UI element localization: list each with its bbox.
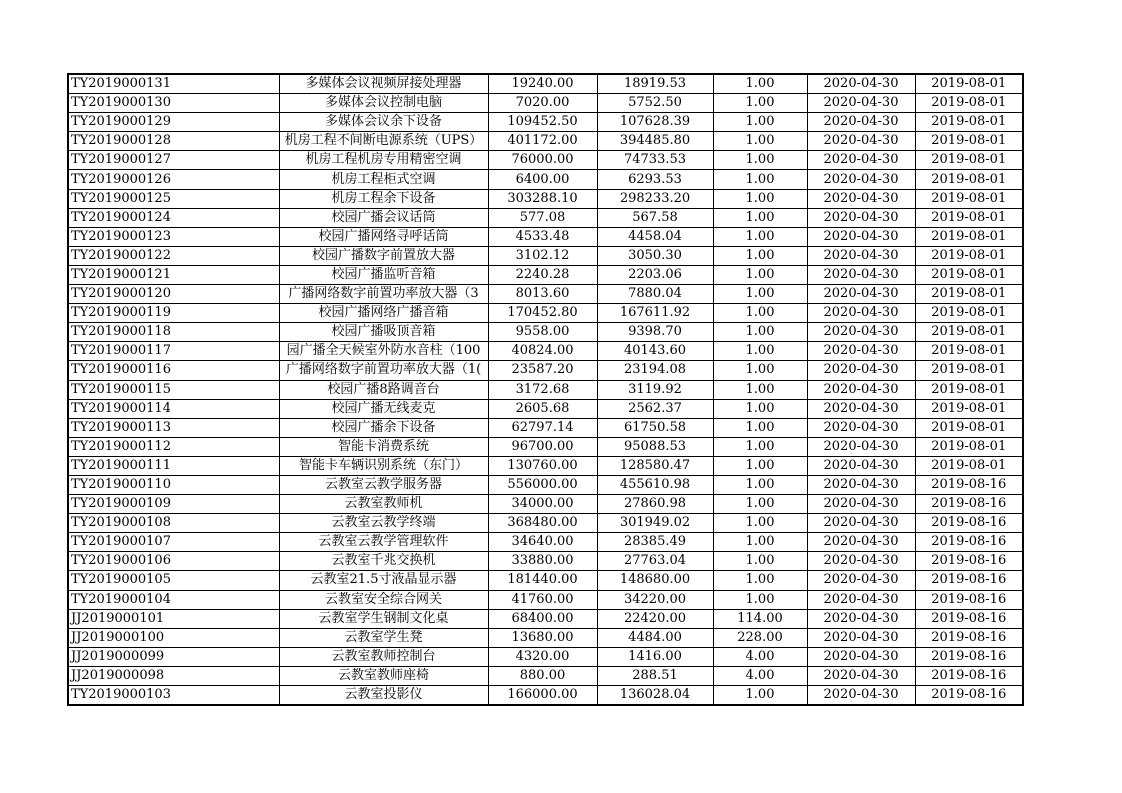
net-value-cell: 34220.00 [597,590,713,609]
asset-name-cell: 云教室学生凳 [279,628,488,647]
table-row [68,170,1023,189]
asset-name-cell: 云教室教师控制台 [279,647,488,666]
asset-name-cell: 云教室教师座椅 [279,666,488,685]
net-value-cell: 455610.98 [597,475,713,494]
end-date-cell: 2020-04-30 [807,686,915,706]
original-value-cell: 368480.00 [488,514,597,533]
end-date-cell: 2020-04-30 [807,514,915,533]
asset-name-cell: 广播网络数字前置功率放大器（3 [279,285,488,304]
net-value-cell: 4484.00 [597,628,713,647]
start-date-cell: 2019-08-16 [915,628,1023,647]
quantity-cell: 1.00 [713,189,807,208]
original-value-cell: 577.08 [488,208,597,227]
start-date-cell: 2019-08-01 [915,246,1023,265]
start-date-cell: 2019-08-01 [915,151,1023,170]
start-date-cell: 2019-08-01 [915,361,1023,380]
asset-code-cell: TY2019000112 [68,437,279,456]
asset-name-cell: 多媒体会议视频屏接处理器 [279,74,488,94]
net-value-cell: 288.51 [597,666,713,685]
start-date-cell: 2019-08-16 [915,552,1023,571]
quantity-cell: 1.00 [713,132,807,151]
end-date-cell: 2020-04-30 [807,265,915,284]
quantity-cell: 4.00 [713,666,807,685]
net-value-cell: 3119.92 [597,380,713,399]
end-date-cell: 2020-04-30 [807,94,915,113]
start-date-cell: 2019-08-16 [915,590,1023,609]
start-date-cell: 2019-08-01 [915,170,1023,189]
original-value-cell: 109452.50 [488,113,597,132]
quantity-cell: 1.00 [713,533,807,552]
start-date-cell: 2019-08-16 [915,609,1023,628]
table-row [68,323,1023,342]
original-value-cell: 2605.68 [488,399,597,418]
table-row [68,495,1023,514]
asset-code-cell: TY2019000103 [68,686,279,706]
asset-name-cell: 云教室教师机 [279,495,488,514]
asset-code-cell: TY2019000123 [68,227,279,246]
net-value-cell: 4458.04 [597,227,713,246]
original-value-cell: 181440.00 [488,571,597,590]
asset-name-cell: 云教室千兆交换机 [279,552,488,571]
asset-name-cell: 校园广播吸顶音箱 [279,323,488,342]
asset-name-cell: 云教室投影仪 [279,686,488,706]
original-value-cell: 6400.00 [488,170,597,189]
quantity-cell: 1.00 [713,227,807,246]
quantity-cell: 1.00 [713,399,807,418]
original-value-cell: 34000.00 [488,495,597,514]
original-value-cell: 170452.80 [488,304,597,323]
asset-code-cell: JJ2019000100 [68,628,279,647]
end-date-cell: 2020-04-30 [807,304,915,323]
start-date-cell: 2019-08-16 [915,686,1023,706]
net-value-cell: 2562.37 [597,399,713,418]
original-value-cell: 41760.00 [488,590,597,609]
asset-name-cell: 云教室21.5寸液晶显示器 [279,571,488,590]
asset-name-cell: 多媒体会议余下设备 [279,113,488,132]
quantity-cell: 1.00 [713,323,807,342]
quantity-cell: 1.00 [713,456,807,475]
start-date-cell: 2019-08-01 [915,418,1023,437]
asset-table-body [68,74,1023,705]
net-value-cell: 167611.92 [597,304,713,323]
quantity-cell: 1.00 [713,571,807,590]
net-value-cell: 28385.49 [597,533,713,552]
table-row [68,304,1023,323]
original-value-cell: 166000.00 [488,686,597,706]
asset-code-cell: TY2019000126 [68,170,279,189]
quantity-cell: 1.00 [713,342,807,361]
asset-code-cell: TY2019000128 [68,132,279,151]
net-value-cell: 95088.53 [597,437,713,456]
asset-code-cell: TY2019000131 [68,74,279,94]
quantity-cell: 1.00 [713,590,807,609]
table-row [68,647,1023,666]
asset-code-cell: TY2019000122 [68,246,279,265]
original-value-cell: 23587.20 [488,361,597,380]
start-date-cell: 2019-08-01 [915,323,1023,342]
quantity-cell: 1.00 [713,265,807,284]
asset-code-cell: TY2019000125 [68,189,279,208]
end-date-cell: 2020-04-30 [807,151,915,170]
asset-name-cell: 校园广播8路调音台 [279,380,488,399]
start-date-cell: 2019-08-01 [915,227,1023,246]
quantity-cell: 1.00 [713,113,807,132]
asset-code-cell: TY2019000105 [68,571,279,590]
original-value-cell: 401172.00 [488,132,597,151]
table-row [68,514,1023,533]
asset-name-cell: 校园广播数字前置放大器 [279,246,488,265]
quantity-cell: 228.00 [713,628,807,647]
table-row [68,399,1023,418]
end-date-cell: 2020-04-30 [807,437,915,456]
table-row [68,113,1023,132]
asset-code-cell: TY2019000116 [68,361,279,380]
asset-name-cell: 智能卡消费系统 [279,437,488,456]
table-row [68,380,1023,399]
end-date-cell: 2020-04-30 [807,361,915,380]
table-row [68,208,1023,227]
original-value-cell: 556000.00 [488,475,597,494]
end-date-cell: 2020-04-30 [807,285,915,304]
table-row [68,151,1023,170]
end-date-cell: 2020-04-30 [807,189,915,208]
original-value-cell: 130760.00 [488,456,597,475]
table-row [68,265,1023,284]
end-date-cell: 2020-04-30 [807,208,915,227]
original-value-cell: 62797.14 [488,418,597,437]
original-value-cell: 9558.00 [488,323,597,342]
asset-name-cell: 云教室云教学管理软件 [279,533,488,552]
quantity-cell: 1.00 [713,208,807,227]
quantity-cell: 1.00 [713,686,807,706]
table-row [68,132,1023,151]
asset-code-cell: TY2019000129 [68,113,279,132]
end-date-cell: 2020-04-30 [807,456,915,475]
asset-name-cell: 机房工程机房专用精密空调 [279,151,488,170]
asset-table [67,73,1024,706]
quantity-cell: 1.00 [713,495,807,514]
table-row [68,361,1023,380]
net-value-cell: 74733.53 [597,151,713,170]
asset-code-cell: TY2019000106 [68,552,279,571]
quantity-cell: 1.00 [713,285,807,304]
start-date-cell: 2019-08-01 [915,285,1023,304]
net-value-cell: 148680.00 [597,571,713,590]
asset-code-cell: JJ2019000101 [68,609,279,628]
asset-code-cell: TY2019000107 [68,533,279,552]
asset-name-cell: 校园广播网络广播音箱 [279,304,488,323]
end-date-cell: 2020-04-30 [807,342,915,361]
quantity-cell: 1.00 [713,418,807,437]
net-value-cell: 394485.80 [597,132,713,151]
end-date-cell: 2020-04-30 [807,628,915,647]
net-value-cell: 22420.00 [597,609,713,628]
original-value-cell: 2240.28 [488,265,597,284]
original-value-cell: 7020.00 [488,94,597,113]
quantity-cell: 1.00 [713,437,807,456]
net-value-cell: 6293.53 [597,170,713,189]
net-value-cell: 3050.30 [597,246,713,265]
net-value-cell: 40143.60 [597,342,713,361]
original-value-cell: 34640.00 [488,533,597,552]
quantity-cell: 1.00 [713,151,807,170]
net-value-cell: 567.58 [597,208,713,227]
end-date-cell: 2020-04-30 [807,533,915,552]
start-date-cell: 2019-08-01 [915,265,1023,284]
asset-code-cell: TY2019000117 [68,342,279,361]
net-value-cell: 1416.00 [597,647,713,666]
start-date-cell: 2019-08-01 [915,304,1023,323]
table-row [68,590,1023,609]
asset-name-cell: 校园广播监听音箱 [279,265,488,284]
end-date-cell: 2020-04-30 [807,571,915,590]
original-value-cell: 96700.00 [488,437,597,456]
net-value-cell: 107628.39 [597,113,713,132]
asset-name-cell: 云教室学生钢制文化桌 [279,609,488,628]
asset-code-cell: TY2019000108 [68,514,279,533]
start-date-cell: 2019-08-01 [915,380,1023,399]
asset-name-cell: 云教室云教学服务器 [279,475,488,494]
original-value-cell: 76000.00 [488,151,597,170]
asset-name-cell: 园广播全天候室外防水音柱（100 [279,342,488,361]
start-date-cell: 2019-08-16 [915,533,1023,552]
original-value-cell: 13680.00 [488,628,597,647]
end-date-cell: 2020-04-30 [807,246,915,265]
net-value-cell: 128580.47 [597,456,713,475]
asset-code-cell: TY2019000110 [68,475,279,494]
end-date-cell: 2020-04-30 [807,647,915,666]
quantity-cell: 1.00 [713,361,807,380]
start-date-cell: 2019-08-01 [915,399,1023,418]
start-date-cell: 2019-08-16 [915,647,1023,666]
start-date-cell: 2019-08-01 [915,132,1023,151]
end-date-cell: 2020-04-30 [807,132,915,151]
end-date-cell: 2020-04-30 [807,323,915,342]
asset-code-cell: JJ2019000098 [68,666,279,685]
start-date-cell: 2019-08-01 [915,456,1023,475]
start-date-cell: 2019-08-16 [915,514,1023,533]
asset-code-cell: TY2019000127 [68,151,279,170]
original-value-cell: 4533.48 [488,227,597,246]
asset-name-cell: 广播网络数字前置功率放大器（1( [279,361,488,380]
end-date-cell: 2020-04-30 [807,399,915,418]
asset-name-cell: 机房工程不间断电源系统（UPS） [279,132,488,151]
end-date-cell: 2020-04-30 [807,666,915,685]
table-row [68,456,1023,475]
end-date-cell: 2020-04-30 [807,495,915,514]
quantity-cell: 1.00 [713,170,807,189]
asset-name-cell: 云教室云教学终端 [279,514,488,533]
start-date-cell: 2019-08-16 [915,475,1023,494]
net-value-cell: 7880.04 [597,285,713,304]
asset-name-cell: 校园广播余下设备 [279,418,488,437]
table-row [68,342,1023,361]
table-row [68,571,1023,590]
quantity-cell: 1.00 [713,304,807,323]
asset-name-cell: 云教室安全综合网关 [279,590,488,609]
start-date-cell: 2019-08-01 [915,342,1023,361]
end-date-cell: 2020-04-30 [807,227,915,246]
table-row [68,609,1023,628]
asset-name-cell: 校园广播会议话筒 [279,208,488,227]
start-date-cell: 2019-08-16 [915,571,1023,590]
original-value-cell: 4320.00 [488,647,597,666]
asset-code-cell: TY2019000109 [68,495,279,514]
quantity-cell: 1.00 [713,74,807,94]
original-value-cell: 40824.00 [488,342,597,361]
original-value-cell: 880.00 [488,666,597,685]
asset-code-cell: TY2019000130 [68,94,279,113]
original-value-cell: 33880.00 [488,552,597,571]
end-date-cell: 2020-04-30 [807,170,915,189]
table-row [68,74,1023,94]
end-date-cell: 2020-04-30 [807,113,915,132]
end-date-cell: 2020-04-30 [807,590,915,609]
asset-code-cell: TY2019000120 [68,285,279,304]
asset-code-cell: TY2019000114 [68,399,279,418]
quantity-cell: 1.00 [713,380,807,399]
quantity-cell: 4.00 [713,647,807,666]
end-date-cell: 2020-04-30 [807,380,915,399]
quantity-cell: 1.00 [713,552,807,571]
end-date-cell: 2020-04-30 [807,609,915,628]
original-value-cell: 68400.00 [488,609,597,628]
original-value-cell: 3102.12 [488,246,597,265]
start-date-cell: 2019-08-01 [915,74,1023,94]
net-value-cell: 18919.53 [597,74,713,94]
asset-name-cell: 校园广播无线麦克 [279,399,488,418]
start-date-cell: 2019-08-01 [915,189,1023,208]
table-row [68,686,1023,706]
asset-code-cell: TY2019000111 [68,456,279,475]
net-value-cell: 2203.06 [597,265,713,284]
start-date-cell: 2019-08-16 [915,666,1023,685]
quantity-cell: 1.00 [713,94,807,113]
start-date-cell: 2019-08-01 [915,208,1023,227]
table-row [68,246,1023,265]
asset-code-cell: TY2019000124 [68,208,279,227]
table-row [68,666,1023,685]
asset-code-cell: TY2019000118 [68,323,279,342]
net-value-cell: 298233.20 [597,189,713,208]
end-date-cell: 2020-04-30 [807,475,915,494]
net-value-cell: 23194.08 [597,361,713,380]
asset-name-cell: 智能卡车辆识别系统（东门） [279,456,488,475]
table-row [68,628,1023,647]
start-date-cell: 2019-08-16 [915,495,1023,514]
asset-name-cell: 机房工程余下设备 [279,189,488,208]
original-value-cell: 3172.68 [488,380,597,399]
table-row [68,227,1023,246]
asset-name-cell: 机房工程柜式空调 [279,170,488,189]
asset-code-cell: TY2019000121 [68,265,279,284]
net-value-cell: 61750.58 [597,418,713,437]
quantity-cell: 1.00 [713,514,807,533]
net-value-cell: 301949.02 [597,514,713,533]
asset-code-cell: TY2019000104 [68,590,279,609]
asset-code-cell: TY2019000115 [68,380,279,399]
asset-name-cell: 校园广播网络寻呼话筒 [279,227,488,246]
table-row [68,552,1023,571]
asset-code-cell: TY2019000113 [68,418,279,437]
quantity-cell: 114.00 [713,609,807,628]
net-value-cell: 136028.04 [597,686,713,706]
net-value-cell: 27860.98 [597,495,713,514]
original-value-cell: 8013.60 [488,285,597,304]
start-date-cell: 2019-08-01 [915,113,1023,132]
table-row [68,475,1023,494]
table-row [68,533,1023,552]
original-value-cell: 19240.00 [488,74,597,94]
net-value-cell: 27763.04 [597,552,713,571]
end-date-cell: 2020-04-30 [807,418,915,437]
end-date-cell: 2020-04-30 [807,552,915,571]
net-value-cell: 9398.70 [597,323,713,342]
end-date-cell: 2020-04-30 [807,74,915,94]
quantity-cell: 1.00 [713,475,807,494]
table-row [68,285,1023,304]
asset-code-cell: JJ2019000099 [68,647,279,666]
asset-name-cell: 多媒体会议控制电脑 [279,94,488,113]
net-value-cell: 5752.50 [597,94,713,113]
table-row [68,189,1023,208]
quantity-cell: 1.00 [713,246,807,265]
start-date-cell: 2019-08-01 [915,94,1023,113]
table-row [68,437,1023,456]
original-value-cell: 303288.10 [488,189,597,208]
asset-code-cell: TY2019000119 [68,304,279,323]
start-date-cell: 2019-08-01 [915,437,1023,456]
table-row [68,418,1023,437]
table-row [68,94,1023,113]
